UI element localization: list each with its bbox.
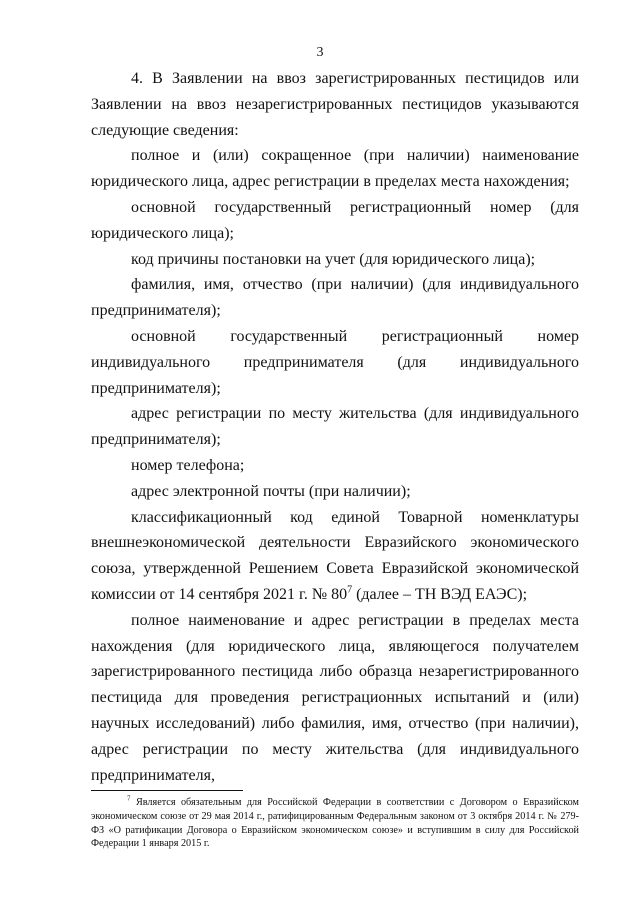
paragraph-item-4-intro: 4. В Заявлении на ввоз зарегистрированных пестицидов или Заявлении на ввоз незарегистрированных пестицидов указываются следующие сведения: (91, 70, 579, 139)
paragraph-phone: номер телефона; (131, 456, 245, 474)
paragraph-residence-address: адрес регистрации по месту жительства (для индивидуального предпринимателя); (91, 405, 579, 449)
body-text (91, 66, 579, 788)
paragraph-fio: фамилия, имя, отчество (при наличии) (для индивидуального предпринимателя); (91, 276, 579, 320)
paragraph-email: адрес электронной почты (при наличии); (131, 482, 411, 500)
tnved-text: классификационный код единой Товарной номенклатуры внешнеэкономической деятельности Евразийского экономического союза, утвержденной Решением Совета Евразийской экономической комиссии от 14 сентября 2021 г. № 80 (91, 508, 579, 603)
paragraph-ogrnip: основной государственный регистрационный номер индивидуального предпринимателя (для индивидуального предпринимателя); (91, 327, 579, 397)
footnote-marker: 7 (127, 794, 131, 803)
paragraph-recipient: полное наименование и адрес регистрации в пределах места нахождения (для юридического лица, являющегося получателем зарегистрированного пестицида либо образца незарегистрированного пестицида для проведения регистрационных испытаний и (или) научных исследований) либо фамилия, имя, отчество (при наличии), адрес регистрации по месту жительства (для индивидуального предпринимателя, (91, 611, 579, 784)
paragraph-ogrn-legal: основной государственный регистрационный номер (для юридического лица); (91, 198, 579, 242)
footnote-divider (91, 790, 243, 791)
page-number: 3 (316, 45, 324, 60)
footnote-reference[interactable]: 7 (347, 584, 353, 596)
paragraph-kpp: код причины постановки на учет (для юридического лица); (131, 250, 536, 268)
tnved-text-end: (далее – ТН ВЭД ЕАЭС); (352, 585, 528, 603)
footnote (91, 796, 579, 851)
footnote-text: Является обязательным для Российской Федерации в соответствии с Договором о Евразийском экономическом союзе от 29 мая 2014 г., ратифицированным Федеральным законом от 3 октября 2014 г. № 279-ФЗ «О ратификации Договора о Евразийском экономическом союзе» и вступившим в силу для Российской Федерации 1 января 2015 г. (91, 797, 579, 850)
paragraph-full-name: полное и (или) сокращенное (при наличии) наименование юридического лица, адрес регистрации в пределах места нахождения; (91, 147, 579, 191)
paragraph-tnved-code (91, 505, 579, 608)
